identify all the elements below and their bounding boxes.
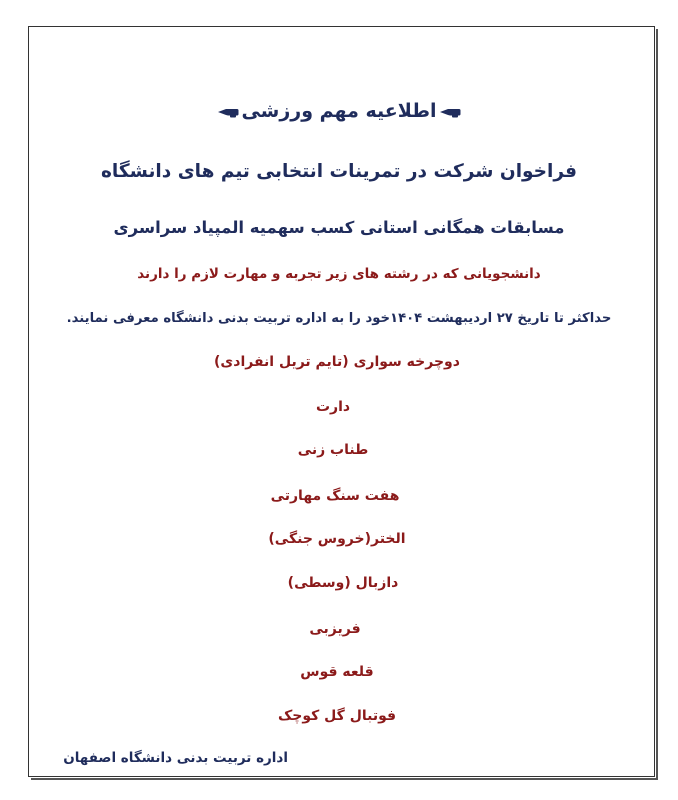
sport-item: دوچرخه سواری (تایم تریل انفرادی) <box>214 354 460 370</box>
sport-item: طناب زنی <box>297 442 369 458</box>
subtitle: فراخوان شرکت در تمرینات انتخابی تیم های دانشگاه <box>101 161 577 182</box>
sport-item: دارت <box>315 399 351 415</box>
intro-text-line-2: حداکثر تا تاریخ ۲۷ اردیبهشت ۱۴۰۴خود را به اداره تربیت بدنی دانشگاه معرفی نمایند. <box>66 311 612 326</box>
page-title: اطلاعیه مهم ورزشی <box>241 100 437 122</box>
sport-item: فوتبال گل کوچک <box>277 708 397 724</box>
intro-text-line-1: دانشجویانی که در رشته های زیر تجربه و مهارت لازم را دارند <box>137 266 541 282</box>
sport-item: دازبال (وسطی) <box>287 575 399 591</box>
footer-signature: اداره تربیت بدنی دانشگاه اصفهان <box>63 750 288 766</box>
pointing-hand-icon <box>439 106 461 118</box>
sport-item: فریزبی <box>309 621 361 637</box>
sport-item: الختر(خروس جنگی) <box>268 531 406 547</box>
sport-item: هفت سنگ مهارتی <box>270 488 400 504</box>
pointing-hand-icon <box>217 106 239 118</box>
heading-line <box>0 100 678 123</box>
subtitle-secondary: مسابقات همگانی استانی کسب سهمیه المپیاد سراسری <box>113 218 565 237</box>
sport-item: قلعه قوس <box>300 664 374 680</box>
